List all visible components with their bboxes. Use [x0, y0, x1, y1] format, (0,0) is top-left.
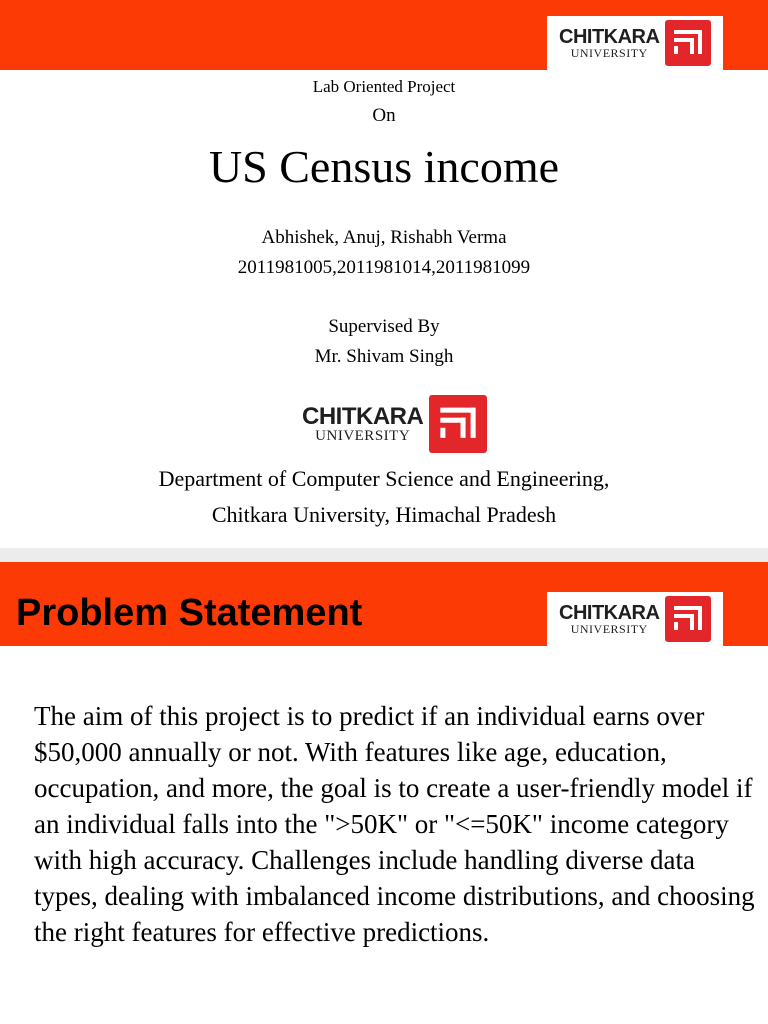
chitkara-logo: [559, 596, 711, 642]
slide-divider: [0, 548, 768, 562]
roll-numbers: 2011981005,2011981014,2011981099: [237, 257, 531, 278]
chitkara-logo-icon: [665, 596, 711, 642]
logo-name: CHITKARA: [559, 26, 660, 48]
supervisor: Mr. Shivam Singh: [314, 346, 454, 367]
problem-statement-body: The aim of this project is to predict if an individual earns over $50,000 annually or not. With features like age, education, occupation, and more, the goal is to create a user-friendly model if an individual falls into the ">50K" or "<=50K" income category with high accuracy. Challenges include handling diverse data types, dealing with imbalanced income distributions, and choosing the right features for effective predictions.: [34, 701, 755, 947]
university: Chitkara University, Himachal Pradesh: [211, 502, 557, 527]
chitkara-logo-icon: [429, 395, 487, 453]
header-logo-box: [547, 16, 723, 70]
supervised-label: Supervised By: [328, 316, 440, 337]
logo-sub: UNIVERSITY: [570, 622, 648, 636]
department: Department of Computer Science and Engineering,: [158, 466, 610, 491]
logo-sub: UNIVERSITY: [315, 427, 411, 444]
page-title: US Census income: [208, 141, 560, 192]
header-logo-box: [547, 592, 723, 646]
kicker: Lab Oriented Project: [312, 77, 456, 96]
chitkara-logo-icon: [665, 20, 711, 66]
chitkara-logo-center: [302, 395, 487, 453]
on-label: On: [372, 105, 396, 126]
authors: Abhishek, Anuj, Rishabh Verma: [261, 227, 507, 248]
chitkara-logo: [559, 20, 711, 66]
logo-name: CHITKARA: [302, 402, 424, 430]
problem-statement-slide: [0, 562, 768, 1024]
logo-name: CHITKARA: [559, 602, 660, 624]
logo-sub: UNIVERSITY: [570, 46, 648, 60]
slide-title: Problem Statement: [16, 592, 363, 634]
